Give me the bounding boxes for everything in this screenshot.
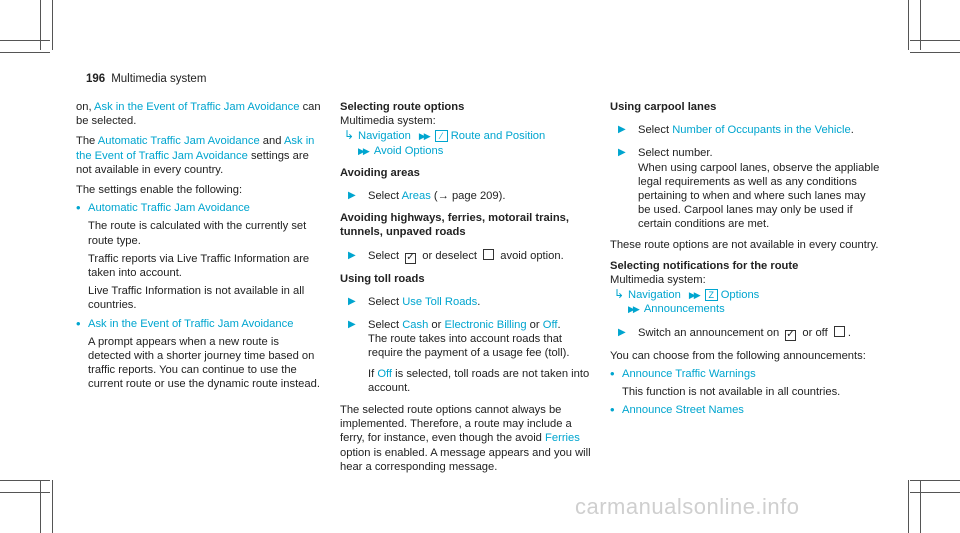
menu-link[interactable]: Number of Occupants in the Vehicle: [672, 124, 851, 137]
menu-path: [610, 302, 880, 316]
step-arrow-icon: ▶: [618, 124, 626, 136]
menu-link[interactable]: Off: [542, 319, 558, 332]
step: ▶ Switch an announcement on ✓ or off .: [610, 326, 880, 341]
double-chevron-icon: ▶▶: [688, 290, 699, 301]
route-icon: ⁄: [435, 130, 448, 142]
bullet-icon: •: [76, 315, 81, 331]
menu-link[interactable]: Avoid Options: [373, 144, 444, 157]
section-heading: Selecting notifications for the route: [610, 259, 799, 272]
paragraph: The route takes into account roads that require the payment of a usage fee (toll).: [368, 333, 570, 360]
bullet-item: [610, 367, 880, 381]
arrow-hook-icon: ↳: [614, 287, 625, 302]
paragraph: The route is calculated with the currently set route type.: [88, 220, 307, 247]
arrow-hook-icon: ↳: [344, 128, 355, 143]
menu-link[interactable]: Route and Position: [450, 130, 546, 143]
paragraph: This function is not available in all countries.: [622, 386, 841, 399]
section-heading: Avoiding areas: [340, 166, 420, 179]
paragraph: Live Traffic Information is not available in all countries.: [88, 285, 305, 312]
step: ▶ Select ✓ or deselect avoid option.: [340, 249, 596, 264]
paragraph: If Off is selected, toll roads are not taken into account.: [368, 367, 590, 394]
menu-link[interactable]: Options: [720, 289, 760, 302]
column-left: [76, 100, 324, 392]
paragraph: Multimedia system:: [610, 274, 706, 287]
crop-mark: [908, 480, 909, 533]
menu-link[interactable]: Areas: [401, 190, 431, 203]
bullet-item: [76, 317, 324, 331]
bullet-icon: •: [610, 365, 615, 381]
bullet-item: [76, 201, 324, 215]
paragraph: These route options are not available in every country.: [610, 238, 879, 251]
crop-mark: [0, 40, 50, 41]
step-arrow-icon: ▶: [348, 249, 356, 261]
menu-link[interactable]: Electronic Billing: [444, 319, 527, 332]
paragraph: When using carpool lanes, observe the appliable legal requirements as well as any conditions pertaining to when and where such lanes may be used. Carpool lanes may only be used if certain conditions are met.: [638, 161, 880, 231]
bullet-item: [610, 403, 880, 417]
paragraph: The selected route options cannot always be implemented. Therefore, a route may include a ferry, for instance, even though the avoid Ferries option is enabled. A message appears and you will hear a corresponding message.: [340, 404, 591, 473]
paragraph: Traffic reports via Live Traffic Information are taken into account.: [88, 252, 310, 280]
column-middle: [340, 100, 596, 474]
menu-link[interactable]: Navigation: [358, 130, 411, 143]
menu-path: [340, 128, 596, 143]
checkbox-checked-icon: ✓: [786, 328, 795, 340]
watermark: carmanualsonline.info: [575, 494, 800, 519]
step: ▶ Select Number of Occupants in the Vehicle.: [610, 123, 880, 137]
page-header: [86, 72, 206, 86]
menu-link[interactable]: Use Toll Roads: [402, 295, 478, 308]
crop-mark: [910, 480, 960, 481]
crop-mark: [52, 0, 53, 50]
section-heading: Using carpool lanes: [610, 101, 717, 113]
crop-mark: [908, 0, 909, 50]
crop-mark: [52, 480, 53, 533]
menu-path: [340, 144, 596, 158]
checkbox-empty-icon: [483, 249, 494, 260]
menu-link[interactable]: Ask in the Event of Traffic Jam Avoidance: [88, 317, 294, 330]
menu-path: [610, 287, 880, 302]
checkbox-checked-icon: ✓: [406, 251, 415, 263]
options-icon: Z: [705, 289, 718, 301]
crop-mark: [920, 480, 921, 533]
step-arrow-icon: ▶: [348, 295, 356, 307]
section-heading: Using toll roads: [340, 272, 425, 285]
menu-link[interactable]: Announce Traffic Warnings: [622, 367, 756, 380]
crop-mark: [910, 492, 960, 493]
paragraph: You can choose from the following announcements:: [610, 349, 866, 362]
crop-mark: [0, 480, 50, 481]
page-number: 196: [86, 73, 106, 85]
crop-mark: [910, 52, 960, 53]
double-chevron-icon: ▶▶: [628, 304, 638, 315]
section-title: Multimedia system: [111, 73, 207, 85]
menu-link[interactable]: Navigation: [628, 289, 681, 302]
crop-mark: [0, 52, 50, 53]
double-chevron-icon: ▶▶: [358, 145, 368, 156]
bullet-icon: •: [610, 402, 615, 418]
crop-mark: [40, 0, 41, 50]
menu-link[interactable]: Ask in the Event of Traffic Jam Avoidance: [76, 135, 315, 162]
menu-link[interactable]: Announcements: [643, 303, 725, 316]
menu-link[interactable]: Ferries: [545, 432, 580, 445]
step: ▶ Select Use Toll Roads.: [340, 295, 596, 309]
paragraph: on, Ask in the Event of Traffic Jam Avoidance can be selected.: [76, 101, 321, 128]
checkbox-empty-icon: [834, 326, 845, 337]
step-arrow-icon: ▶: [348, 190, 356, 202]
section-heading: Avoiding highways, ferries, motorail trains, tunnels, unpaved roads: [340, 212, 569, 239]
menu-link[interactable]: Cash: [402, 319, 429, 332]
double-chevron-icon: ▶▶: [418, 131, 429, 142]
paragraph: Multimedia system:: [340, 115, 436, 128]
paragraph: The settings enable the following:: [76, 184, 243, 197]
paragraph: A prompt appears when a new route is detected with a shorter journey time based on traffic reports. You can continue to use the current route or use the dynamic route instead.: [88, 335, 320, 391]
menu-link[interactable]: Automatic Traffic Jam Avoidance: [88, 202, 250, 215]
menu-link[interactable]: Automatic Traffic Jam Avoidance: [97, 135, 260, 148]
paragraph: The Automatic Traffic Jam Avoidance and Ask in the Event of Traffic Jam Avoidance settings are not available in every country.: [76, 135, 315, 176]
crop-mark: [910, 40, 960, 41]
crop-mark: [40, 480, 41, 533]
menu-link[interactable]: Off: [377, 367, 393, 380]
step: ▶ Select number. When using carpool lanes, observe the appliable legal requirements as well as any conditions pertaining to when and where such lanes may be used. Carpool lanes may only be used if certain conditions are met.: [610, 146, 880, 231]
step: ▶ Select Cash or Electronic Billing or Off. The route takes into account roads that require the payment of a usage fee (toll). If Off is selected, toll roads are not taken into account.: [340, 318, 596, 395]
menu-link[interactable]: Announce Street Names: [622, 404, 744, 417]
section-heading: Selecting route options: [340, 101, 465, 113]
menu-link[interactable]: Ask in the Event of Traffic Jam Avoidance: [94, 101, 300, 113]
crop-mark: [920, 0, 921, 50]
step-arrow-icon: ▶: [618, 147, 626, 159]
step-arrow-icon: ▶: [348, 319, 356, 331]
bullet-icon: •: [76, 200, 81, 216]
step: ▶ Select Areas (→ page 209).: [340, 189, 596, 203]
crop-mark: [0, 492, 50, 493]
step-arrow-icon: ▶: [618, 326, 626, 338]
column-right: [610, 100, 880, 417]
